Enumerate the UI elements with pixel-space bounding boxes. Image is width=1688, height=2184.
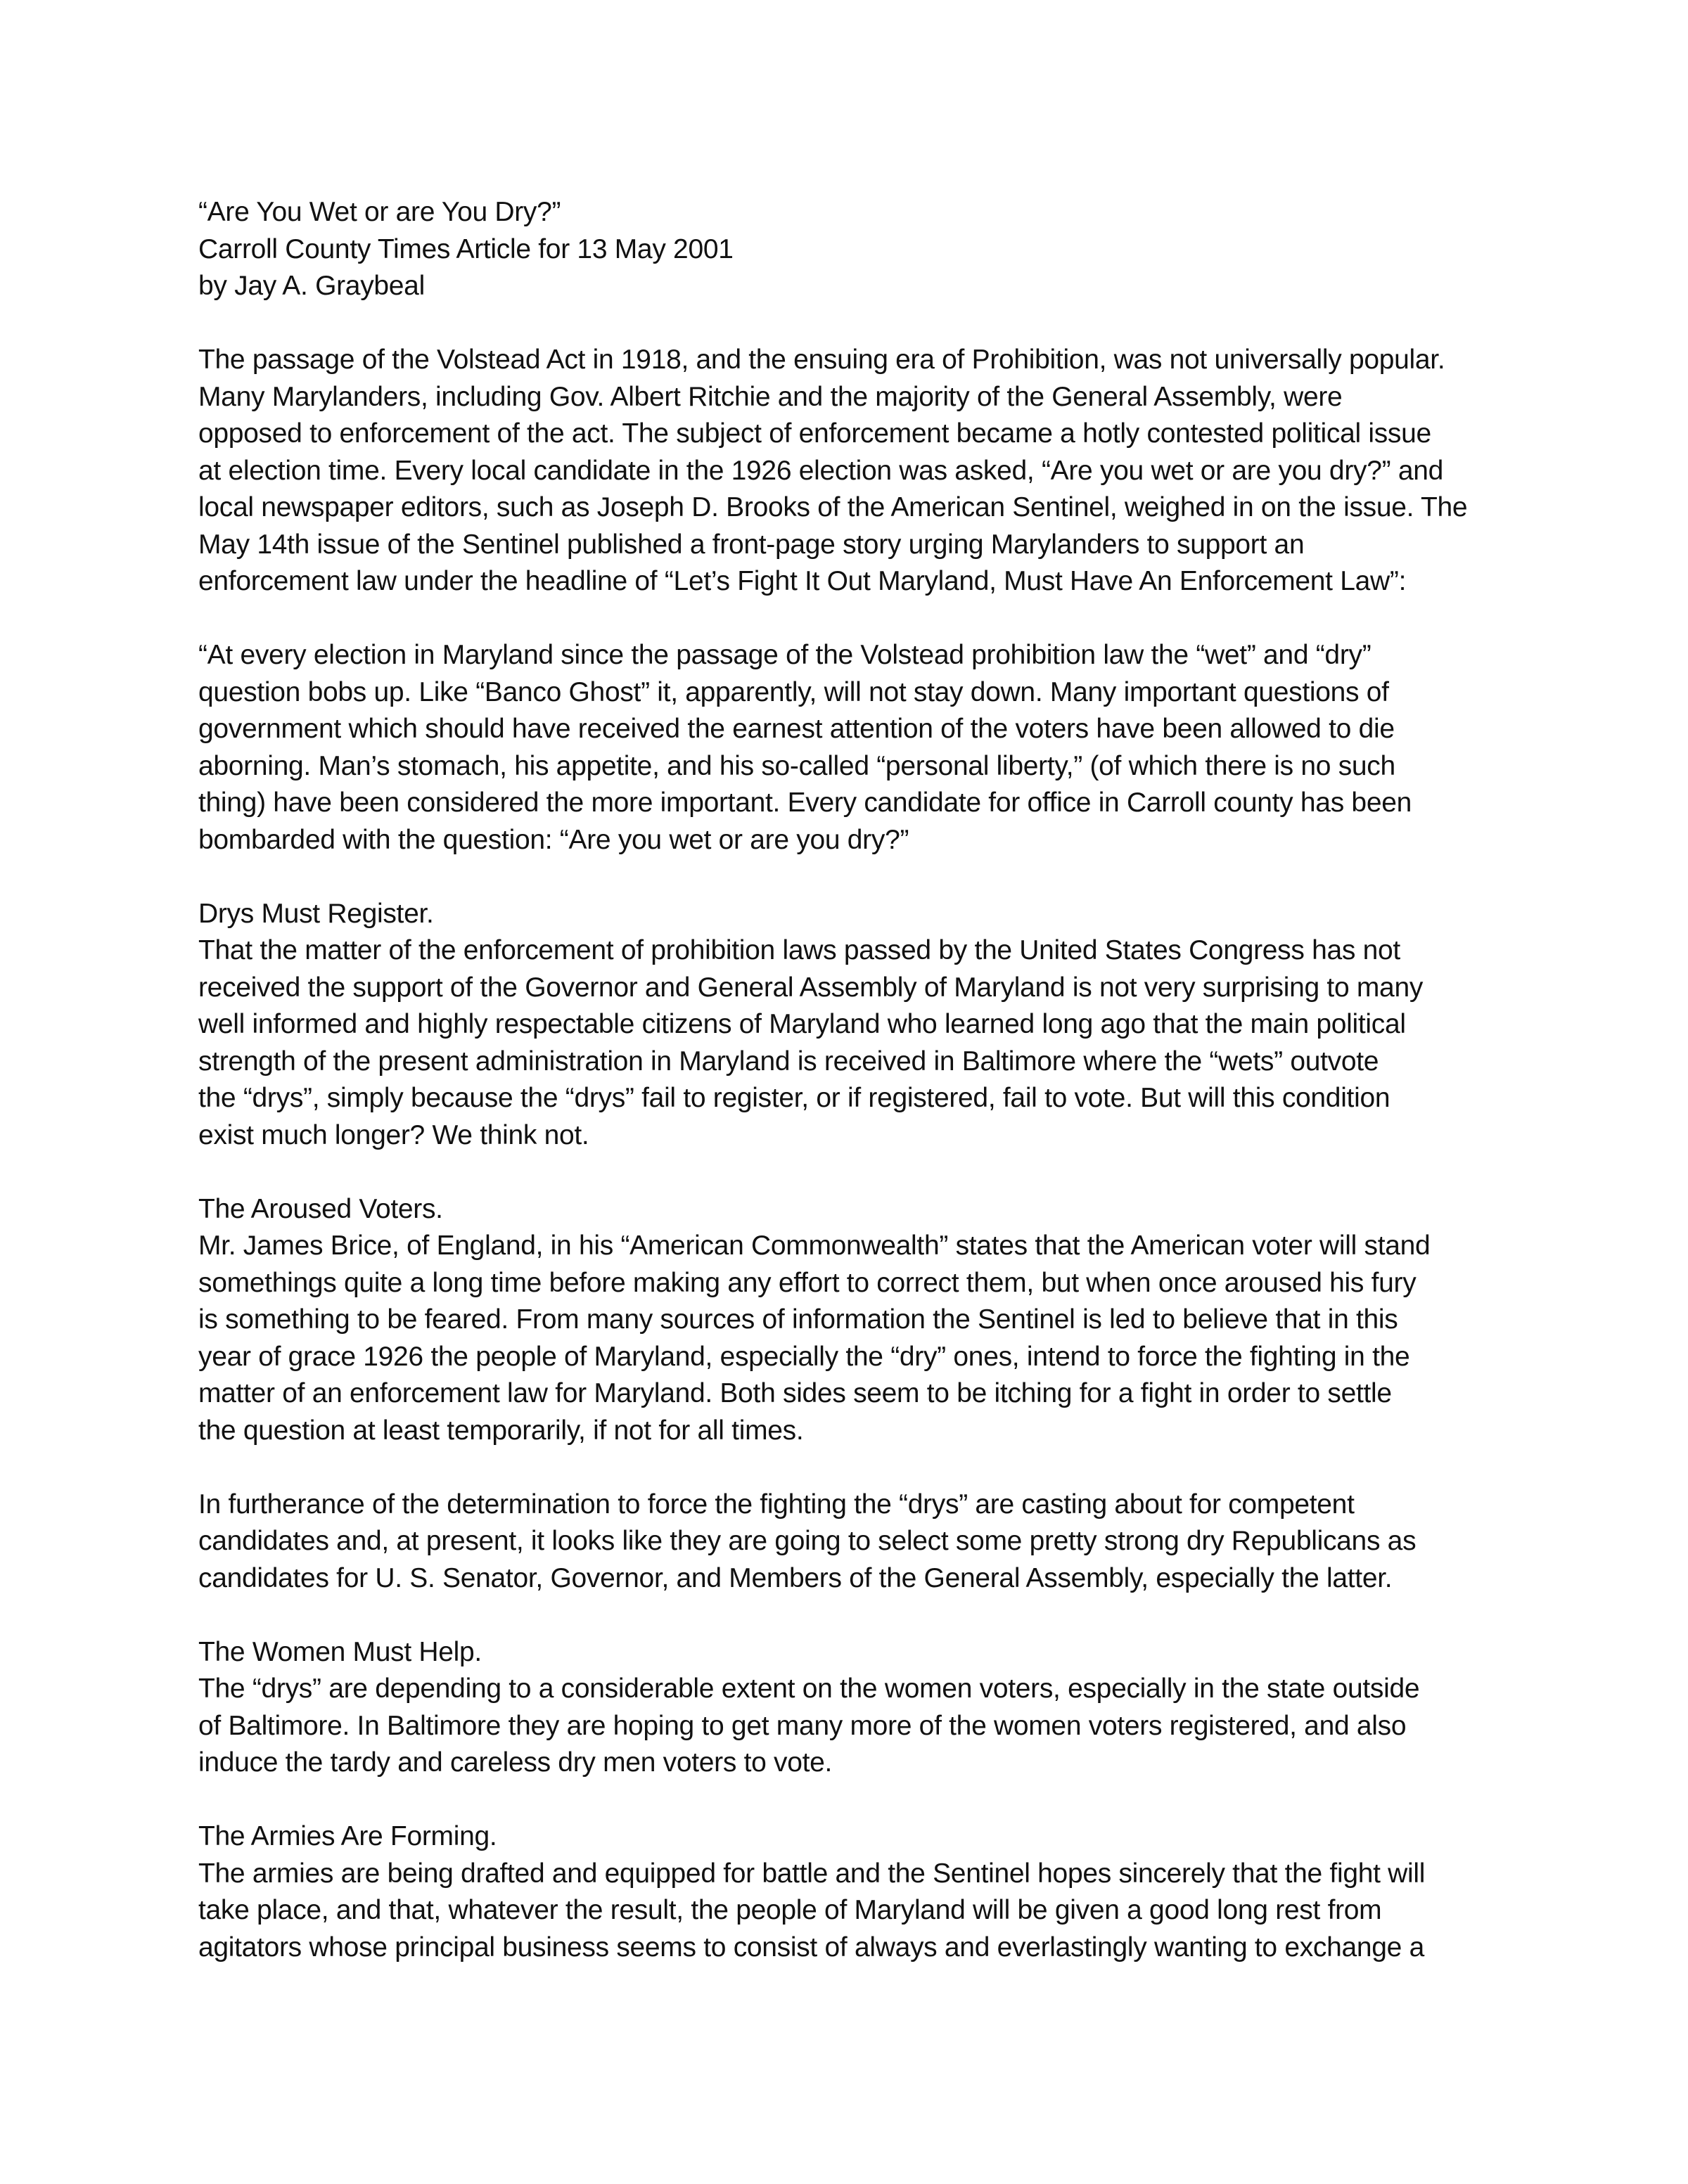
- text-line: enforcement law under the headline of “Let’s Fight It Out Maryland, Must Have An Enforcement Law”:: [198, 566, 1407, 596]
- text-line: Many Marylanders, including Gov. Albert Ritchie and the majority of the General Assembly, were: [198, 381, 1343, 412]
- text-line: exist much longer? We think not.: [198, 1119, 589, 1150]
- text-line: of Baltimore. In Baltimore they are hoping to get many more of the women voters registered, and also: [198, 1710, 1407, 1741]
- paragraph-gap: [198, 1597, 1521, 1634]
- text-line: local newspaper editors, such as Joseph D. Brooks of the American Sentinel, weighed in on the issue. The: [198, 492, 1468, 522]
- document-page: [198, 194, 1521, 1966]
- paragraph-gap: [198, 1449, 1521, 1486]
- section-heading: Drys Must Register.: [198, 898, 434, 929]
- text-line: received the support of the Governor and General Assembly of Maryland is not very surprising to many: [198, 972, 1424, 1003]
- text-line: The armies are being drafted and equipped for battle and the Sentinel hopes sincerely that the fight will: [198, 1858, 1426, 1889]
- section-armies-forming: [198, 1818, 1521, 1966]
- text-line: In furtherance of the determination to force the fighting the “drys” are casting about for competent: [198, 1489, 1355, 1520]
- section-drys-must-register: [198, 896, 1521, 1155]
- section-heading: The Aroused Voters.: [198, 1193, 443, 1224]
- text-line: bombarded with the question: “Are you wet or are you dry?”: [198, 824, 909, 855]
- quote-paragraph: [198, 637, 1521, 859]
- text-line: question bobs up. Like “Banco Ghost” it, apparently, will not stay down. Many important questions of: [198, 676, 1389, 707]
- section-aroused-voters: [198, 1191, 1521, 1450]
- text-line: year of grace 1926 the people of Maryland, especially the “dry” ones, intend to force the fighting in the: [198, 1341, 1410, 1372]
- text-line: the “drys”, simply because the “drys” fail to register, or if registered, fail to vote. But will this condition: [198, 1083, 1390, 1113]
- section-women-must-help: [198, 1634, 1521, 1782]
- text-line: The “drys” are depending to a considerable extent on the women voters, especially in the state outside: [198, 1674, 1420, 1704]
- text-line: agitators whose principal business seems to consist of always and everlastingly wanting to exchange a: [198, 1932, 1425, 1963]
- text-line: strength of the present administration in Maryland is received in Baltimore where the “wets” outvote: [198, 1046, 1379, 1077]
- article-subtitle: Carroll County Times Article for 13 May 2001: [198, 233, 734, 264]
- intro-paragraph: [198, 342, 1521, 600]
- article-title: “Are You Wet or are You Dry?”: [198, 197, 561, 227]
- text-line: The passage of the Volstead Act in 1918, and the ensuing era of Prohibition, was not universally popular.: [198, 345, 1445, 375]
- text-line: induce the tardy and careless dry men voters to vote.: [198, 1747, 833, 1778]
- paragraph-gap: [198, 1782, 1521, 1819]
- paragraph-gap: [198, 305, 1521, 342]
- paragraph-gap: [198, 859, 1521, 896]
- article-byline: by Jay A. Graybeal: [198, 271, 425, 301]
- section-furtherance: [198, 1486, 1521, 1598]
- text-line: That the matter of the enforcement of prohibition laws passed by the United States Congress has not: [198, 935, 1400, 965]
- text-line: “At every election in Maryland since the passage of the Volstead prohibition law the “wet” and “dry”: [198, 640, 1372, 670]
- paragraph-gap: [198, 600, 1521, 638]
- text-line: candidates and, at present, it looks like they are going to select some pretty strong dry Republicans as: [198, 1526, 1417, 1556]
- text-line: the question at least temporarily, if not for all times.: [198, 1415, 804, 1446]
- text-line: take place, and that, whatever the result, the people of Maryland will be given a good long rest from: [198, 1895, 1382, 1925]
- text-line: somethings quite a long time before making any effort to correct them, but when once aroused his fury: [198, 1267, 1417, 1298]
- text-line: Mr. James Brice, of England, in his “American Commonwealth” states that the American voter will stand: [198, 1231, 1431, 1261]
- text-line: well informed and highly respectable citizens of Maryland who learned long ago that the main political: [198, 1009, 1406, 1039]
- text-line: opposed to enforcement of the act. The subject of enforcement became a hotly contested political issue: [198, 418, 1431, 449]
- section-heading: The Women Must Help.: [198, 1636, 482, 1667]
- paragraph-gap: [198, 1154, 1521, 1191]
- text-line: is something to be feared. From many sources of information the Sentinel is led to believe that in this: [198, 1304, 1398, 1335]
- text-line: candidates for U. S. Senator, Governor, and Members of the General Assembly, especially the latter.: [198, 1562, 1393, 1593]
- article-header: [198, 194, 1521, 305]
- text-line: thing) have been considered the more important. Every candidate for office in Carroll county has been: [198, 788, 1412, 818]
- text-line: May 14th issue of the Sentinel published a front-page story urging Marylanders to support an: [198, 529, 1305, 560]
- text-line: at election time. Every local candidate in the 1926 election was asked, “Are you wet or are you dry?” and: [198, 455, 1443, 486]
- text-line: government which should have received the earnest attention of the voters have been allowed to die: [198, 714, 1395, 744]
- text-line: aborning. Man’s stomach, his appetite, and his so-called “personal liberty,” (of which there is no such: [198, 750, 1395, 781]
- text-line: matter of an enforcement law for Maryland. Both sides seem to be itching for a fight in order to settle: [198, 1378, 1392, 1408]
- section-heading: The Armies Are Forming.: [198, 1821, 497, 1851]
